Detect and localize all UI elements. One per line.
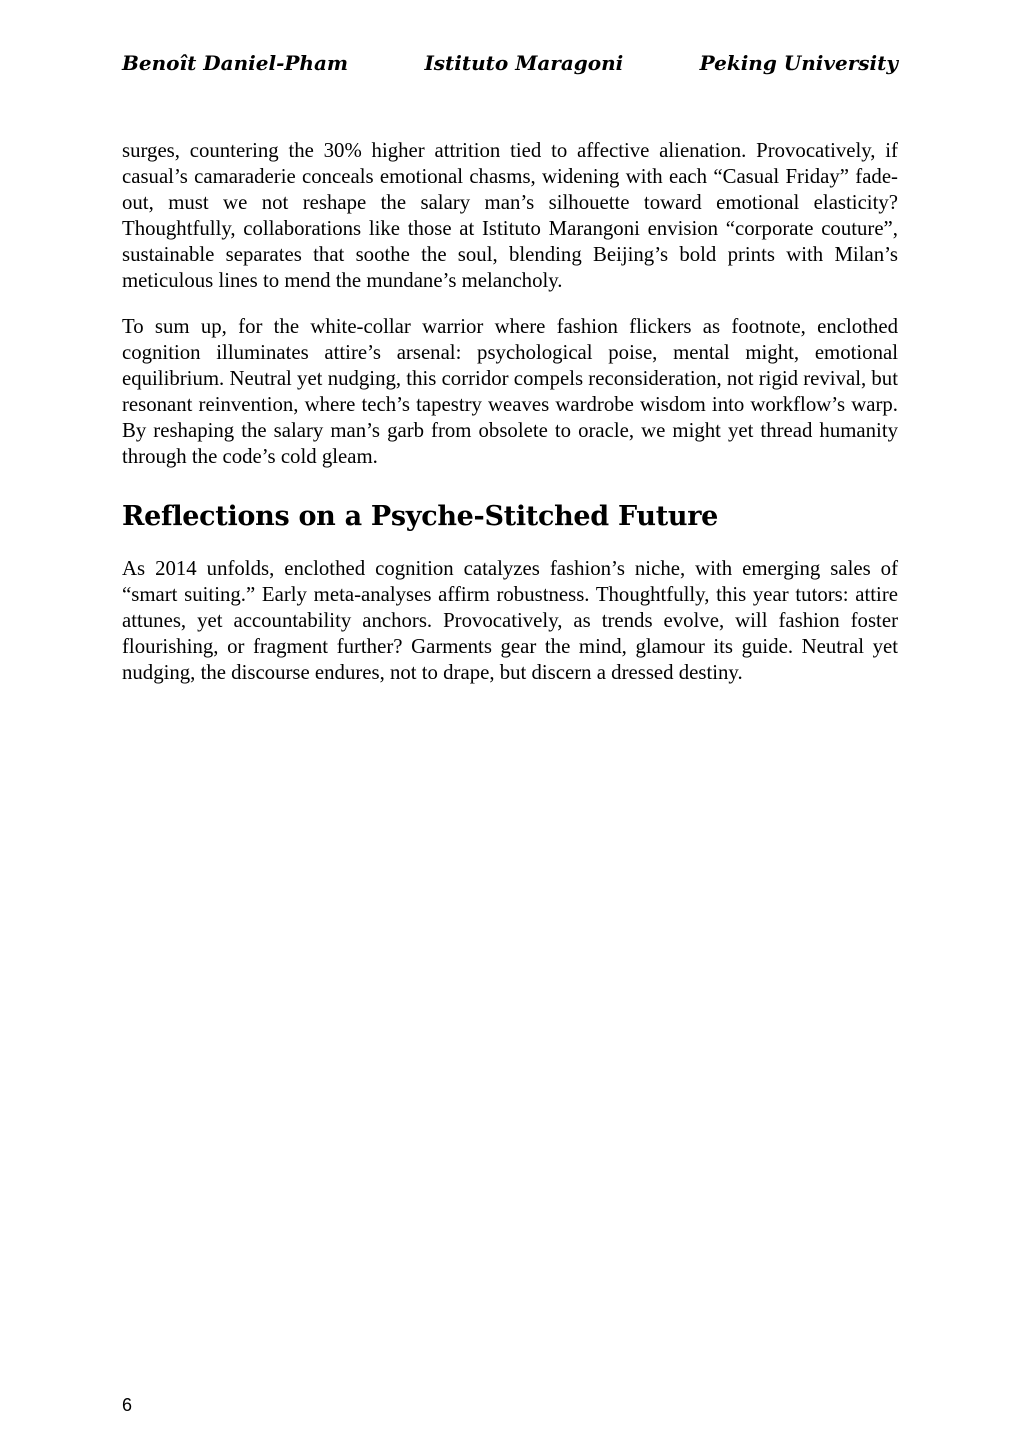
header-institution-1: Istituto Maragoni <box>424 51 624 75</box>
section-heading: Reflections on a Psyche-Stitched Future <box>122 501 719 532</box>
running-header <box>122 48 898 78</box>
body-paragraph-2: To sum up, for the white-collar warrior where fashion flickers as footnote, enclothed cognition illuminates attire’s arsenal: psychological poise, mental might, emotional equilibrium. Neutral yet nudging, this corridor compels reconsideration, not rigid revival, but resonant reinvention, where tech’s tapestry weaves wardrobe wisdom into workflow’s warp. By reshaping the salary man’s garb from obsolete to oracle, we might yet thread humanity through the code’s cold gleam. <box>122 315 898 468</box>
page-number: 6 <box>122 1395 133 1415</box>
body-paragraph-3: As 2014 unfolds, enclothed cognition catalyzes fashion’s niche, with emerging sales of “smart suiting.” Early meta-analyses affirm robustness. Thoughtfully, this year tutors: attire attunes, yet accountability anchors. Provocatively, as trends evolve, will fashion foster flourishing, or fragment further? Garments gear the mind, glamour its guide. Neutral yet nudging, the discourse endures, not to drape, but discern a dressed destiny. <box>122 557 898 684</box>
page-body <box>122 138 898 706</box>
body-paragraph-1: surges, countering the 30% higher attrition tied to affective alienation. Provocatively, if casual’s camaraderie conceals emotional chasms, widening with each “Casual Friday” fade-out, must we not reshape the salary man’s silhouette toward emotional elasticity? Thoughtfully, collaborations like those at Istituto Marangoni envision “corporate couture”, sustainable separates that soothe the soul, blending Beijing’s bold prints with Milan’s meticulous lines to mend the mundane’s melancholy. <box>122 139 898 292</box>
header-author: Benoît Daniel-Pham <box>122 51 349 75</box>
header-institution-2: Peking University <box>699 51 898 75</box>
